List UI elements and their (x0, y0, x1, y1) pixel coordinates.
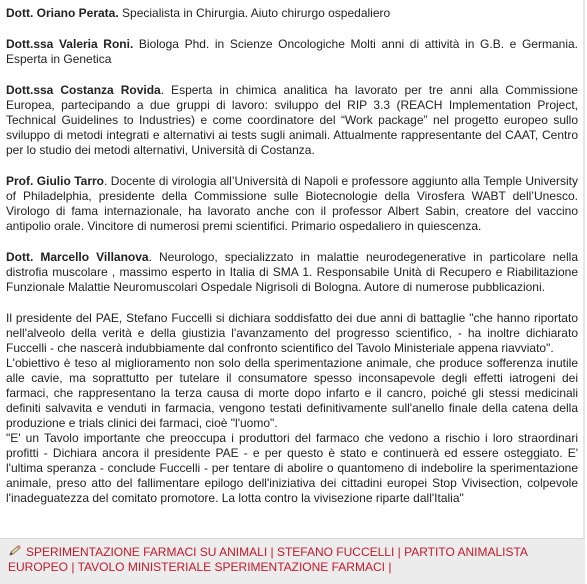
bio-text: Specialista in Chirurgia. Aiuto chirurgo ospedaliero (118, 6, 391, 20)
bio-text: . Esperta in chimica analitica ha lavorato per tre anni alla Commissione Europea, partecipando a due gruppi di lavoro: sviluppo del RIP 3.3 (REACH Implementation Project, Technical Guidelines to Industries) e come coordinatore del “Work package” nel progetto europeo sullo sviluppo di metodi integrati e alternativi ai tests sugli animali. Attualmente rappresentante del CAAT, Centro per lo studio dei metodi alternativi, Università di Costanza. (6, 83, 578, 157)
paragraph-tavolo: "E' un Tavolo importante che preoccupa i produttori del farmaco che vedono a rischio i loro straordinari profitti - Dichiara ancora il presidente PAE - e per questo è stato e continuerà ed essere osteggiato. E' l'ultima speranza - conclude Fuccelli - per tentare di abolire o quantomeno di indebolire la sperimentazione animale, preso atto del fallimentare epilogo dell'iniziativa dei cittadini europei Stop Vivisection, colpevole l'inadeguatezza del comitato promotore. La lotta contro la vivisezione riparte dall'Italia" (6, 431, 578, 505)
bio-marcello-villanova (6, 250, 578, 295)
bio-text: Biologa Phd. in Scienze Oncologiche Molti anni di attività in G.B. e Germania. Esperta in Genetica (6, 37, 578, 66)
bio-name: Dott.ssa Valeria Roni. (6, 37, 134, 51)
tag-separator: | (384, 560, 392, 574)
bio-name: Dott. Oriano Perata. (6, 6, 119, 20)
paragraph-presidente: Il presidente del PAE, Stefano Fuccelli si dichiara soddisfatto dei due anni di battaglie "che hanno riportato nell'alveolo della verità e della giustizia l'avanzamento del progresso scientifico, - ha inoltre dichiarato Fuccelli - che nascerà indubbiamente dal confronto scientifico del Tavolo Ministeriale appena riavviato". (6, 311, 578, 355)
bio-name: Prof. Giulio Tarro (6, 174, 104, 188)
tag-separator: | (267, 545, 277, 559)
tag-separator: | (394, 545, 405, 559)
bio-name: Dott.ssa Costanza Rovida (6, 83, 161, 97)
bio-name: Dott. Marcello Villanova (6, 250, 149, 264)
tag-link-sperimentazione-farmaci-su-animali[interactable]: SPERIMENTAZIONE FARMACI SU ANIMALI (26, 545, 268, 559)
bio-costanza-rovida (6, 83, 578, 158)
bio-valeria-roni (6, 37, 578, 67)
bio-oriano-perata (6, 6, 578, 21)
bio-text: . Docente di virologia all’Università di Napoli e professore aggiunto alla Temple University of Philadelphia, presidente della Commissione sulle Biotecnologie della Virosfera WABT dell’Unesco. Virologo di fama internazionale, ha lavorato anche con il professor Albert Sabin, creatore del vaccino antipolio orale. Vincitore di numerosi premi scientifici. Primario ospedaliero in quiescenza. (6, 174, 578, 233)
paragraph-obiettivo: L'obiettivo è teso al miglioramento non solo della sperimentazione animale, che produce sofferenza inutile alle cavie, ma soprattutto per tutelare il consumatore spesso inconsapevole degli effetti iatrogeni dei farmaci, che rappresentano la terza causa di morte dopo infarto e il cancro, poiché gli stessi medicinali definiti salvavita e venduti in farmacia, vengono testati definitivamente sull'anello finale della catena della produzione e trials clinici dei farmaci, cioè "l'uomo". (6, 356, 578, 430)
tags-list (8, 545, 578, 575)
tag-link-partito-animalista-europeo[interactable]: PARTITO ANIMALISTA EUROPEO (8, 545, 528, 574)
tag-link-stefano-fuccelli[interactable]: STEFANO FUCCELLI (276, 545, 395, 559)
bio-giulio-tarro (6, 174, 578, 234)
pencil-icon (8, 545, 22, 557)
tag-link-tavolo-ministeriale[interactable]: TAVOLO MINISTERIALE SPERIMENTAZIONE FARMACI (77, 560, 385, 574)
tag-separator: | (68, 560, 78, 574)
scrollbar-track (583, 0, 585, 583)
bio-text: . Neurologo, specializzato in malattie neurodegenerative in particolare nella distrofia muscolare , massimo esperto in Italia di SMA 1. Responsabile Unità di Recupero e Riabilitazione Funzionale Malattie Neuromuscolari Ospedale Nigrisoli di Bologna. Autore di numerose pubblicazioni. (6, 250, 578, 294)
